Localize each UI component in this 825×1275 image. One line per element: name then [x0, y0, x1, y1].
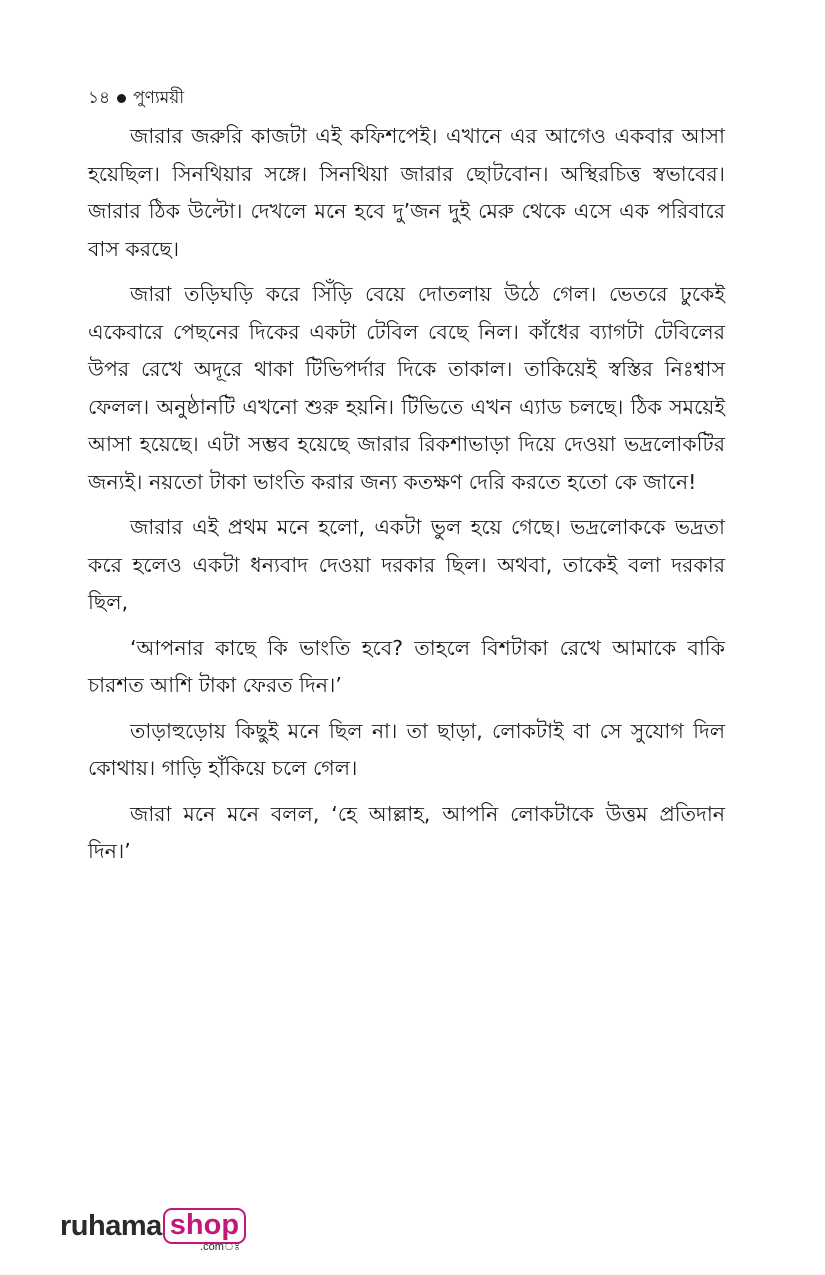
- logo-wordmark-shop: shop: [163, 1208, 246, 1244]
- paragraph: জারা মনে মনে বলল, ‘হে আল্লাহ, আপনি লোকটাকে উত্তম প্রতিদান দিন।’: [88, 801, 725, 863]
- logo-domain: .comঃ: [200, 1241, 241, 1253]
- paragraph: জারার জরুরি কাজটা এই কফিশপেই। এখানে এর আগেও একবার আসা হয়েছিল। সিনথিয়ার সঙ্গে। সিনথিয়া জারার ছোটবোন। অস্থিরচিত্ত স্বভাবের। জারার ঠিক উল্টো। দেখলে মনে হবে দু’জন দুই মেরু থেকে এসে এক পরিবারে বাস করছে।: [88, 124, 725, 261]
- paragraph: তাড়াহুড়োয় কিছুই মনে ছিল না। তা ছাড়া, লোকটাই বা সে সুযোগ দিল কোথায়। গাড়ি হাঁকিয়ে চলে গেল।: [88, 718, 725, 780]
- paragraph: জারা তড়িঘড়ি করে সিঁড়ি বেয়ে দোতলায় উঠে গেল। ভেতরে ঢুকেই একেবারে পেছনের দিকের একটা টেবিল বেছে নিল। কাঁধের ব্যাগটা টেবিলের উপর রেখে অদূরে থাকা টিভিপর্দার দিকে তাকাল। তাকিয়েই স্বস্তির নিঃশ্বাস ফেলল। অনুষ্ঠানটি এখনো শুরু হয়নি। টিভিতে এখন এ্যাড চলছে। ঠিক সময়েই আসা হয়েছে। এটা সম্ভব হয়েছে জারার রিকশাভাড়া দিয়ে দেওয়া ভদ্রলোকটির জন্যই। নয়তো টাকা ভাংতি করার জন্য কতক্ষণ দেরি করতে হতো কে জানে!: [88, 282, 725, 494]
- logo-shop-badge: [163, 1208, 246, 1253]
- running-header: [88, 86, 184, 110]
- paragraph: জারার এই প্রথম মনে হলো, একটা ভুল হয়ে গেছে। ভদ্রলোককে ভদ্রতা করে হলেও একটা ধন্যবাদ দেওয়া দরকার ছিল। অথবা, তাকেই বলা দরকার ছিল,: [88, 515, 725, 614]
- page-number: ১৪: [88, 88, 111, 108]
- logo-wordmark-ruhama: ruhama: [60, 1210, 162, 1242]
- ruhamashop-logo: [60, 1208, 246, 1258]
- book-title: পুণ্যময়ী: [133, 88, 185, 108]
- body-text: [88, 118, 725, 879]
- bullet-icon: [117, 94, 126, 103]
- paragraph: ‘আপনার কাছে কি ভাংতি হবে? তাহলে বিশটাকা রেখে আমাকে বাকি চারশত আশি টাকা ফেরত দিন।’: [88, 635, 725, 697]
